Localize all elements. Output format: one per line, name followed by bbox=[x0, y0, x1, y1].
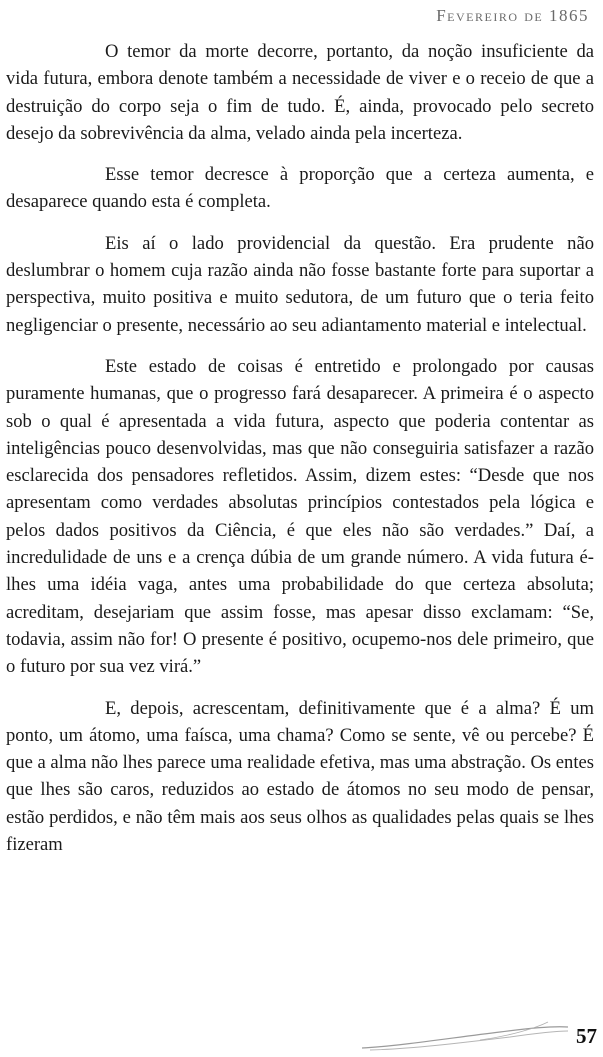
page-footer bbox=[0, 1010, 603, 1057]
paragraph: E, depois, acrescentam, definitivamente que é a alma? É um ponto, um átomo, uma faísca, uma chama? Como se sente, vê ou percebe? É que a alma não lhes parece uma realidade efetiva, mas uma abstração. Os entes que lhes são caros, reduzidos ao estado de átomos no seu modo de pensar, estão perdidos, e não têm mais aos seus olhos as qualidades pelas quais se lhes fizeram bbox=[6, 697, 595, 856]
running-header: Fevereiro de 1865 bbox=[436, 6, 589, 25]
paragraph: O temor da morte decorre, portanto, da noção insuficiente da vida futura, embora denote também a necessidade de viver e o receio de que a destruição do corpo seja o fim de tudo. É, ainda, provocado pelo secreto desejo da sobrevivência da alma, velado ainda pela incerteza. bbox=[6, 41, 594, 144]
paragraph: Este estado de coisas é entretido e prolongado por causas puramente humanas, que o progresso fará desaparecer. A primeira é o aspecto sob o qual é apresentada a vida futura, aspecto que poderia contentar as inteligências pouco desenvolvidas, mas que não conseguiria satisfazer a razão esclarecida dos pensadores refletidos. Assim, dizem estes: “Desde que nos apresentam como verdades absolutas princípios contestados pela lógica e pelos dados positivos da Ciência, é que eles não são verdades.” Daí, a incredulidade de uns e a crença dúbia de um grande número. A vida futura é-lhes uma idéia vaga, antes uma probabilidade do que certeza absoluta; acreditam, desejariam que assim fosse, mas apesar disso exclamam: “Se, todavia, assim não for! O presente é positivo, ocupemo-nos dele primeiro, que o futuro por sua vez virá.” bbox=[6, 355, 594, 678]
paragraph: Esse temor decresce à proporção que a certeza aumenta, e desaparece quando esta é completa. bbox=[6, 164, 594, 213]
flourish-ornament bbox=[360, 1018, 570, 1052]
page-number: 57 bbox=[576, 1024, 597, 1048]
paragraph: Eis aí o lado providencial da questão. Era prudente não deslumbrar o homem cuja razão ainda não fosse bastante forte para suportar a perspectiva, muito positiva e muito sedutora, de um futuro que o teria feito negligenciar o presente, necessário ao seu adiantamento material e intelectual. bbox=[6, 232, 594, 336]
body-text bbox=[6, 38, 594, 872]
